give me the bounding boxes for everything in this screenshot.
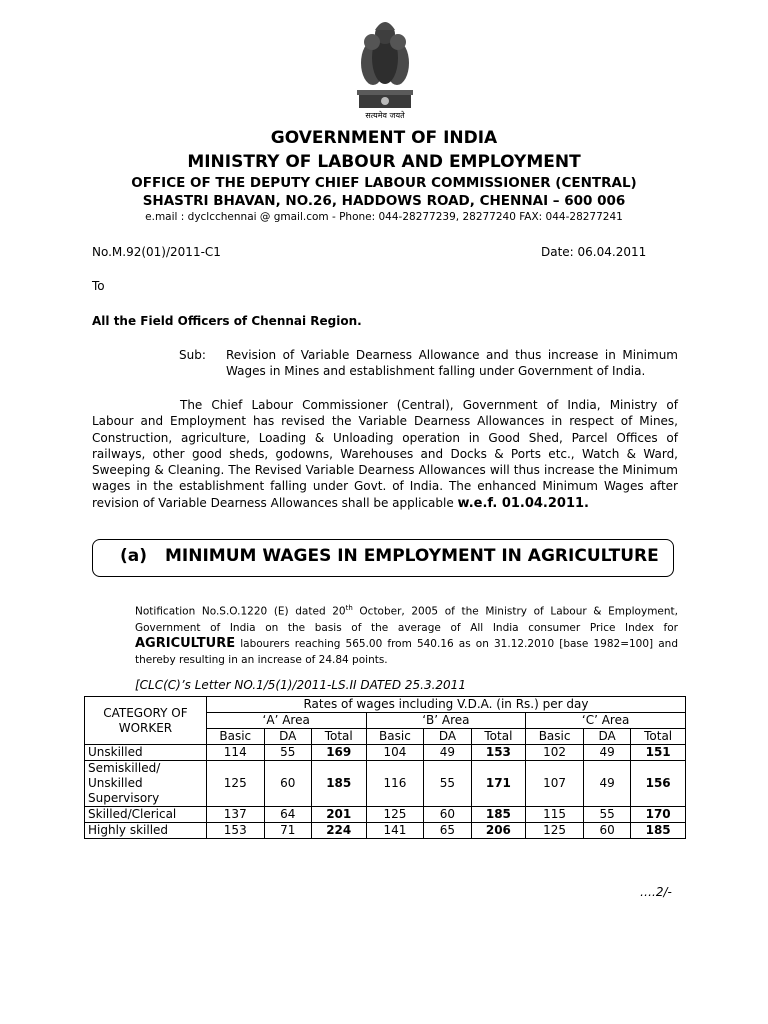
area-header: ‘B’ Area — [366, 713, 526, 729]
notification-line — [135, 600, 678, 620]
sub-header: DA — [583, 729, 630, 745]
value-cell: 60 — [583, 823, 630, 839]
table-row — [85, 823, 686, 839]
notification-line — [135, 636, 678, 652]
national-emblem-icon — [355, 8, 415, 123]
value-cell: 60 — [264, 761, 311, 807]
value-cell: 49 — [583, 761, 630, 807]
header-contact: e.mail : dyclcchennai @ gmail.com - Phone: 044-28277239, 28277240 FAX: 044-28277241 — [145, 211, 623, 223]
value-cell: 153 — [206, 823, 264, 839]
letter-date: Date: 06.04.2011 — [541, 245, 647, 259]
value-cell: 125 — [206, 761, 264, 807]
notification-line: Government of India on the basis of the average of All India consumer Price Index for — [135, 621, 678, 634]
notification-text: Notification No.S.O.1220 (E) dated 20 — [135, 605, 346, 618]
value-cell: 65 — [424, 823, 471, 839]
value-cell: 60 — [424, 807, 471, 823]
section-title: MINIMUM WAGES IN EMPLOYMENT IN AGRICULTURE — [165, 546, 659, 566]
value-cell: 107 — [526, 761, 584, 807]
header-ministry: MINISTRY OF LABOUR AND EMPLOYMENT — [187, 152, 581, 172]
value-cell: 71 — [264, 823, 311, 839]
body-line: railways, other good sheds, godowns, Warehouses and Docks & Ports etc., Watch & Ward, — [92, 446, 678, 461]
category-cell: Semiskilled/ Unskilled Supervisory — [85, 761, 207, 807]
subject-label: Sub: — [179, 348, 206, 362]
header-office: OFFICE OF THE DEPUTY CHIEF LABOUR COMMISSIONER (CENTRAL) — [131, 175, 637, 191]
header-address: SHASTRI BHAVAN, NO.26, HADDOWS ROAD, CHENNAI – 600 006 — [142, 193, 626, 209]
reference-number: No.M.92(01)/2011-C1 — [92, 245, 221, 259]
notification-text: October, 2005 of the Ministry of Labour & Employment, — [352, 605, 678, 618]
value-cell: 64 — [264, 807, 311, 823]
notification-line: thereby resulting in an increase of 24.84 points. — [135, 653, 388, 666]
category-cell: Highly skilled — [85, 823, 207, 839]
area-header: ‘A’ Area — [206, 713, 366, 729]
total-cell: 201 — [311, 807, 366, 823]
sub-header: Total — [631, 729, 686, 745]
value-cell: 114 — [206, 745, 264, 761]
value-cell: 125 — [526, 823, 584, 839]
total-cell: 185 — [631, 823, 686, 839]
value-cell: 115 — [526, 807, 584, 823]
total-cell: 151 — [631, 745, 686, 761]
sub-header: Total — [311, 729, 366, 745]
category-cell: Unskilled — [85, 745, 207, 761]
addressee: All the Field Officers of Chennai Region. — [92, 314, 362, 328]
body-line: Construction, agriculture, Loading & Unloading operation in Good Shed, Parcel Offices of — [92, 430, 678, 445]
value-cell: 141 — [366, 823, 424, 839]
sub-header: Total — [471, 729, 526, 745]
value-cell: 125 — [366, 807, 424, 823]
category-cell: Skilled/Clerical — [85, 807, 207, 823]
value-cell: 137 — [206, 807, 264, 823]
table-row — [85, 745, 686, 761]
body-paragraph — [92, 397, 678, 512]
emblem-motto: सत्यमेव जयते — [365, 111, 405, 120]
total-cell: 171 — [471, 761, 526, 807]
value-cell: 49 — [424, 745, 471, 761]
total-cell: 156 — [631, 761, 686, 807]
value-cell: 102 — [526, 745, 584, 761]
notification-paragraph — [135, 600, 678, 668]
table-row — [85, 807, 686, 823]
total-cell: 153 — [471, 745, 526, 761]
table-header-row — [85, 697, 686, 713]
total-cell: 224 — [311, 823, 366, 839]
body-line: Labour and Employment has revised the Variable Dearness Allowances in respect of Mines, — [92, 414, 678, 429]
value-cell: 55 — [583, 807, 630, 823]
table-row — [85, 761, 686, 807]
sub-header: Basic — [206, 729, 264, 745]
page-continuation-mark: ….2/- — [640, 885, 672, 899]
total-cell: 185 — [471, 807, 526, 823]
value-cell: 55 — [424, 761, 471, 807]
value-cell: 49 — [583, 745, 630, 761]
body-line: The Chief Labour Commissioner (Central), Government of India, Ministry of — [180, 398, 678, 412]
body-line-text: revision of Variable Dearness Allowances shall be applicable — [92, 495, 458, 510]
wages-table — [84, 696, 686, 839]
category-header: CATEGORY OF WORKER — [85, 697, 207, 745]
sub-header: Basic — [526, 729, 584, 745]
rates-header: Rates of wages including V.D.A. (in Rs.) per day — [206, 697, 685, 713]
section-label: (a) — [120, 546, 148, 566]
to-label: To — [92, 279, 105, 293]
body-line: wages in the establishment falling under Govt. of India. The enhanced Minimum Wages after — [92, 479, 678, 494]
clc-letter-reference: [CLC(C)’s Letter NO.1/5(1)/2011-LS.II DATED 25.3.2011 — [135, 678, 466, 692]
agriculture-keyword: AGRICULTURE — [135, 635, 236, 651]
value-cell: 55 — [264, 745, 311, 761]
total-cell: 206 — [471, 823, 526, 839]
effective-date: w.e.f. 01.04.2011. — [457, 495, 589, 511]
total-cell: 170 — [631, 807, 686, 823]
sub-header: DA — [264, 729, 311, 745]
header-government: GOVERNMENT OF INDIA — [270, 128, 498, 148]
body-line-last — [92, 495, 678, 512]
value-cell: 116 — [366, 761, 424, 807]
total-cell: 185 — [311, 761, 366, 807]
notification-text: labourers reaching 565.00 from 540.16 as on 31.12.2010 [base 1982=100] and — [235, 637, 678, 650]
subject-text: Revision of Variable Dearness Allowance and thus increase in Minimum Wages in Mines and establishment falling under Government of India. — [226, 348, 678, 379]
sub-header: Basic — [366, 729, 424, 745]
total-cell: 169 — [311, 745, 366, 761]
body-line: Sweeping & Cleaning. The Revised Variable Dearness Allowances will thus increase the Minimum — [92, 463, 678, 478]
area-header: ‘C’ Area — [526, 713, 686, 729]
notification-sup: th — [345, 604, 353, 612]
sub-header: DA — [424, 729, 471, 745]
section-heading — [120, 546, 659, 566]
value-cell: 104 — [366, 745, 424, 761]
